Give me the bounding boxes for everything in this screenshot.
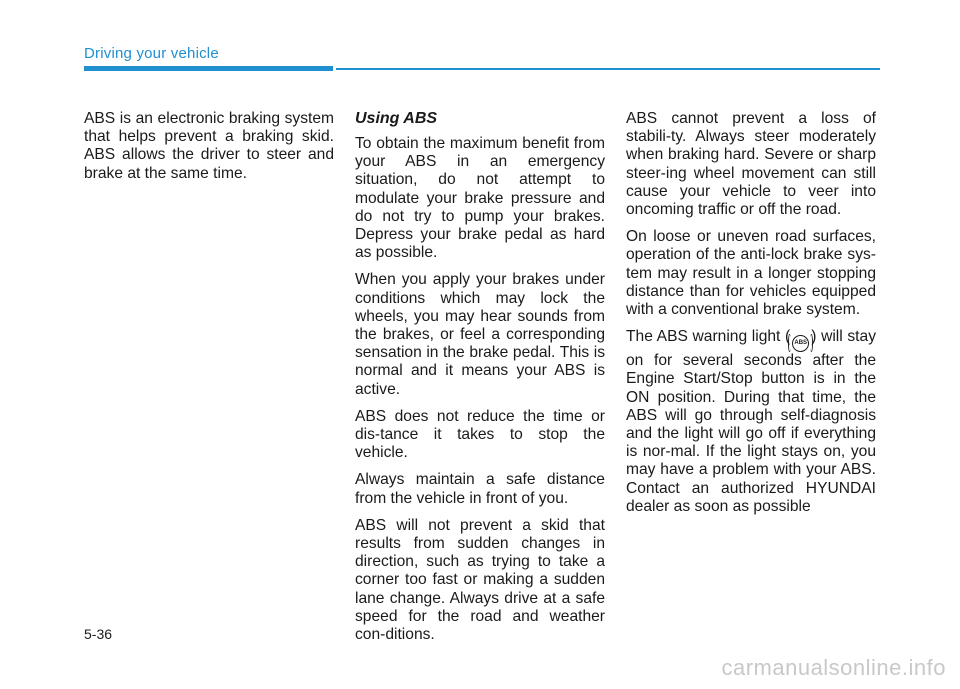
abs-intro-paragraph: ABS is an electronic braking system that helps prevent a braking skid. ABS allows the driver to steer and brake at the same time. xyxy=(84,110,334,182)
section-title: Driving your vehicle xyxy=(84,45,219,62)
paragraph-text: ) will stay on for several seconds after the Engine Start/Stop button is in the ON position. During that time, the ABS will go through self-diagnosis and the light will go off if everything is nor-mal. If the light stays on, you may have a problem with your ABS. Contact an authorized HYUNDAI dealer as soon as possible xyxy=(626,328,876,515)
column-2 xyxy=(355,110,605,653)
header-rule-thin xyxy=(336,68,880,70)
column-1 xyxy=(84,110,334,192)
paragraph: ABS does not reduce the time or dis-tance it takes to stop the vehicle. xyxy=(355,407,605,462)
paragraph: When you apply your brakes under conditions which may lock the wheels, you may hear sounds from the brakes, or feel a corresponding sensation in the brake pedal. This is normal and it means your ABS is active. xyxy=(355,271,605,398)
using-abs-heading: Using ABS xyxy=(355,110,438,127)
header-rule-thick xyxy=(84,66,333,71)
page-number: 5-36 xyxy=(84,626,113,642)
watermark: carmanualsonline.info xyxy=(721,655,946,680)
paragraph-text: The ABS warning light ( xyxy=(626,328,791,346)
paragraph: To obtain the maximum benefit from your ABS in an emergency situation, do not attempt to modulate your brake pressure and do not try to pump your brakes. Depress your brake pedal as hard as possible. xyxy=(355,135,605,262)
abs-warning-light-icon: ABS xyxy=(792,335,809,352)
paragraph: On loose or uneven road surfaces, operation of the anti-lock brake sys-tem may result in a longer stopping distance than for vehicles equipped with a conventional brake system. xyxy=(626,228,876,319)
paragraph: Always maintain a safe distance from the vehicle in front of you. xyxy=(355,471,605,507)
paragraph: ABS cannot prevent a loss of stabili-ty. Always steer moderately when braking hard. Severe or sharp steer-ing wheel movement can still cause your vehicle to veer into oncoming traffic or off the road. xyxy=(626,110,876,219)
column-3 xyxy=(626,110,876,525)
abs-warning-paragraph xyxy=(626,328,876,516)
paragraph: ABS will not prevent a skid that results from sudden changes in direction, such as trying to take a corner too fast or making a sudden lane change. Always drive at a safe speed for the road and weather con-ditions. xyxy=(355,516,605,644)
